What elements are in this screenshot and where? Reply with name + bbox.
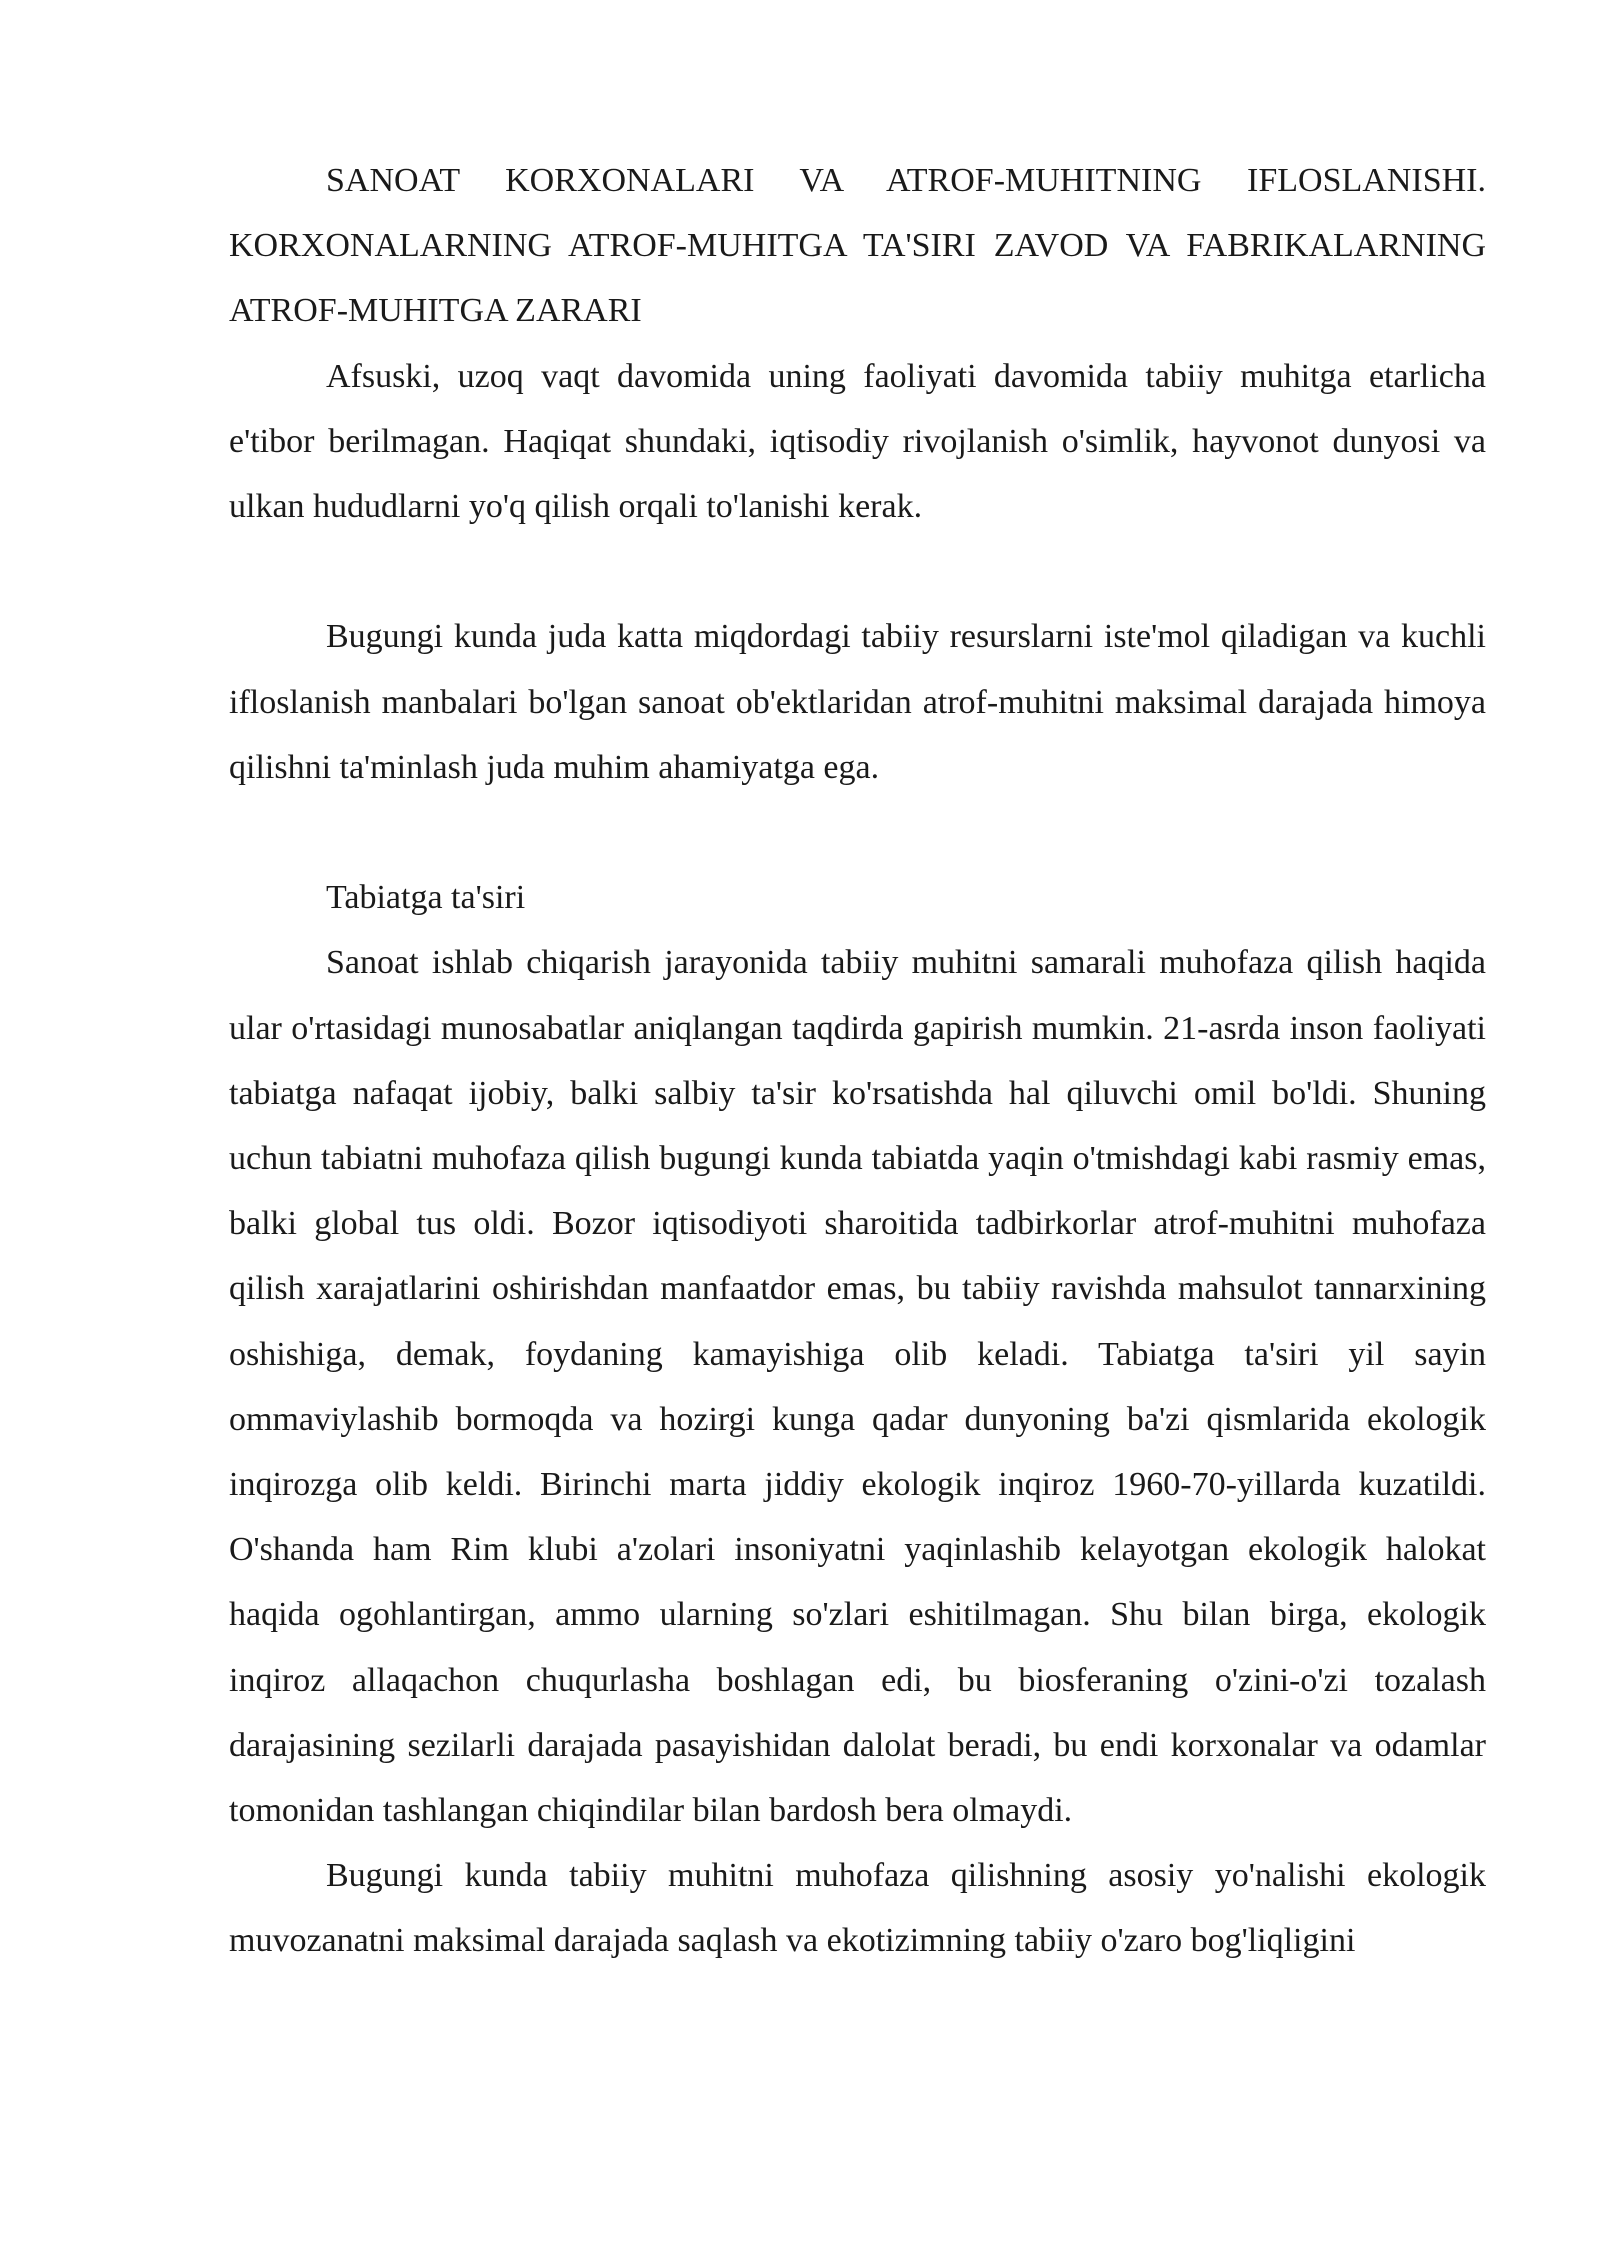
document-body (229, 148, 1486, 1974)
paragraph-intro: Afsuski, uzoq vaqt davomida uning faoliyati davomida tabiiy muhitga etarlicha e'tibor berilmagan. Haqiqat shundaki, iqtisodiy rivojlanish o'simlik, hayvonot dunyosi va ulkan hududlarni yo'q qilish orqali to'lanishi kerak. (229, 357, 1486, 526)
paragraph-impact: Sanoat ishlab chiqarish jarayonida tabiiy muhitni samarali muhofaza qilish haqida ular o'rtasidagi munosabatlar aniqlangan taqdirda gapirish mumkin. 21-asrda inson faoliyati tabiatga nafaqat ijobiy, balki salbiy ta'sir ko'rsatishda hal qiluvchi omil bo'ldi. Shuning uchun tabiatni muhofaza qilish bugungi kunda tabiatda yaqin o'tmishdagi kabi rasmiy emas, balki global tus oldi. Bozor iqtisodiyoti sharoitida tadbirkorlar atrof-muhitni muhofaza qilish xarajatlarini oshirishdan manfaatdor emas, bu tabiiy ravishda mahsulot tannarxining oshishiga, demak, foydaning kamayishiga olib keladi. Tabiatga ta'siri yil sayin ommaviylashib bormoqda va hozirgi kunga qadar dunyoning ba'zi qismlarida ekologik inqirozga olib keldi. Birinchi marta jiddiy ekologik inqiroz 1960-70-yillarda kuzatildi. O'shanda ham Rim klubi a'zolari insoniyatni yaqinlashib kelayotgan ekologik halokat haqida ogohlantirgan, ammo ularning so'zlari eshitilmagan. Shu bilan birga, ekologik inqiroz allaqachon chuqurlasha boshlagan edi, bu biosferaning o'zini-o'zi tozalash darajasining sezilarli darajada pasayishidan dalolat beradi, bu endi korxonalar va odamlar tomonidan tashlangan chiqindilar bilan bardosh bera olmaydi. (229, 944, 1486, 1830)
document-title: SANOAT KORXONALARI VA ATROF-MUHITNING IFLOSLANISHI. KORXONALARNING ATROF-MUHITGA TA'SIRI ZAVOD VA FABRIKALARNING ATROF-MUHITGA ZARARI (229, 162, 1486, 330)
section-heading: Tabiatga ta'siri (326, 879, 526, 917)
paragraph-resources: Bugungi kunda juda katta miqdordagi tabiiy resurslarni iste'mol qiladigan va kuchli ifloslanish manbalari bo'lgan sanoat ob'ektlaridan atrof-muhitni maksimal darajada himoya qilishni ta'minlash juda muhim ahamiyatga ega. (229, 618, 1486, 786)
paragraph-direction: Bugungi kunda tabiiy muhitni muhofaza qilishning asosiy yo'nalishi ekologik muvozanatni maksimal darajada saqlash va ekotizimning tabiiy o'zaro bog'liqligini (229, 1857, 1486, 1960)
